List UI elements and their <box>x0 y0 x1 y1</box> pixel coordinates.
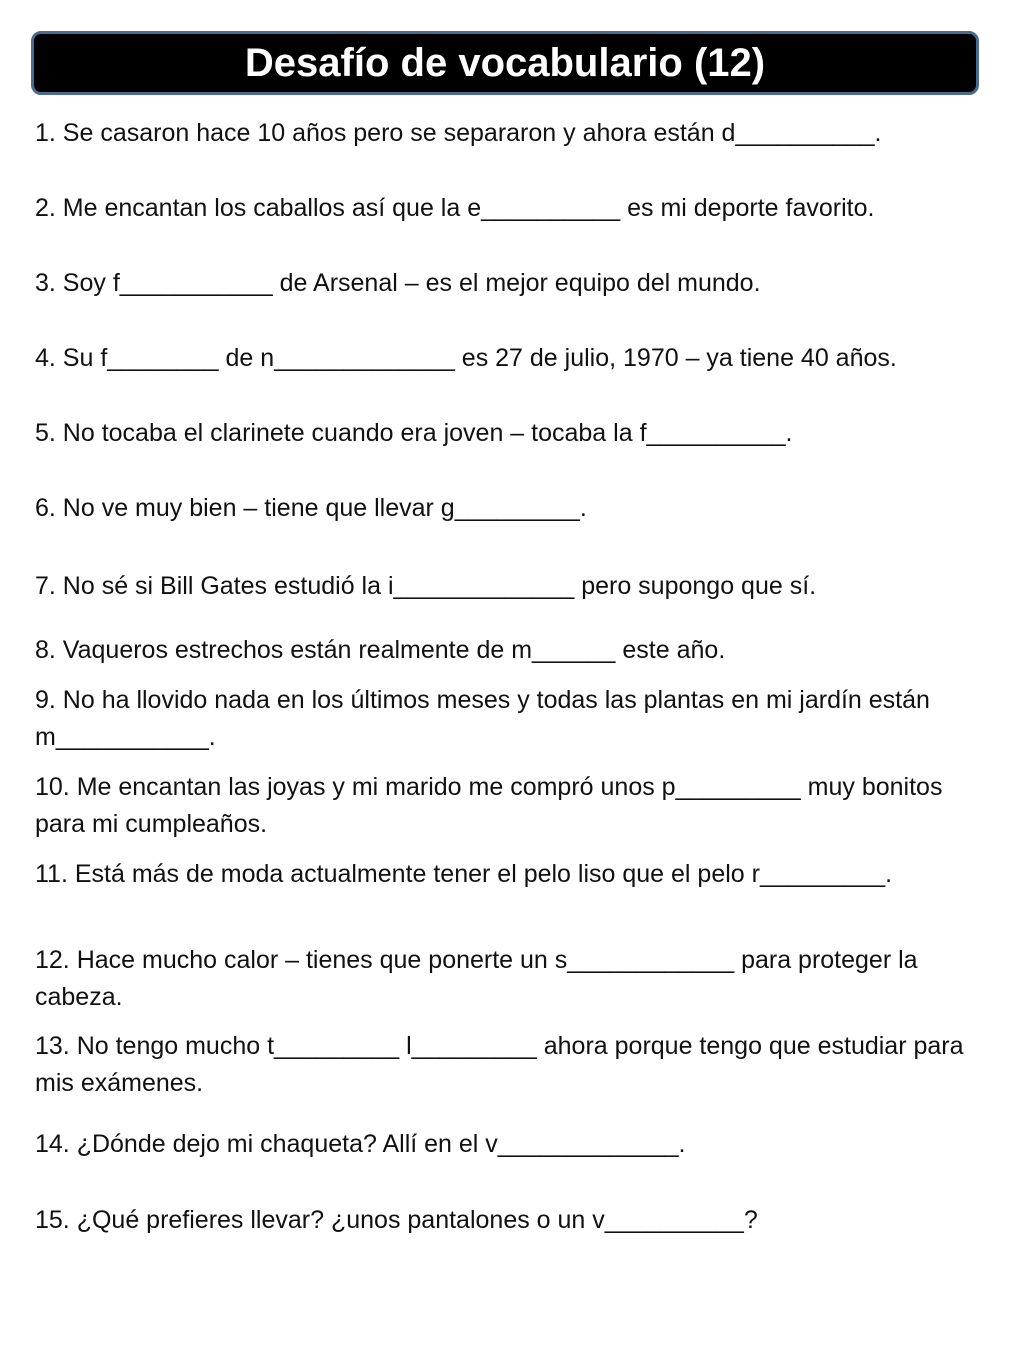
question-12: 12. Hace mucho calor – tienes que ponerte un s____________ para proteger la cabeza. <box>35 946 918 1011</box>
question-2: 2. Me encantan los caballos así que la e__________ es mi deporte favorito. <box>35 194 875 222</box>
question-9: 9. No ha llovido nada en los últimos meses y todas las plantas en mi jardín están m___________. <box>35 686 930 751</box>
question-7: 7. No sé si Bill Gates estudió la i_____________ pero supongo que sí. <box>35 572 817 600</box>
page-title: Desafío de vocabulario (12) <box>244 40 766 85</box>
question-3: 3. Soy f___________ de Arsenal – es el mejor equipo del mundo. <box>35 269 761 297</box>
question-10: 10. Me encantan las joyas y mi marido me compró unos p_________ muy bonitos para mi cumpleaños. <box>35 773 943 838</box>
question-6: 6. No ve muy bien – tiene que llevar g_________. <box>35 494 587 522</box>
question-8: 8. Vaqueros estrechos están realmente de m______ este año. <box>35 636 726 664</box>
question-14: 14. ¿Dónde dejo mi chaqueta? Allí en el v_____________. <box>35 1130 686 1158</box>
question-1: 1. Se casaron hace 10 años pero se separaron y ahora están d__________. <box>35 119 882 147</box>
question-5: 5. No tocaba el clarinete cuando era joven – tocaba la f__________. <box>35 419 793 447</box>
question-4: 4. Su f________ de n_____________ es 27 de julio, 1970 – ya tiene 40 años. <box>35 344 897 372</box>
title-banner <box>31 31 979 95</box>
question-15: 15. ¿Qué prefieres llevar? ¿unos pantalones o un v__________? <box>35 1206 758 1234</box>
question-13: 13. No tengo mucho t_________ l_________ ahora porque tengo que estudiar para mis exámenes. <box>35 1032 964 1097</box>
question-11: 11. Está más de moda actualmente tener el pelo liso que el pelo r_________. <box>35 860 893 888</box>
